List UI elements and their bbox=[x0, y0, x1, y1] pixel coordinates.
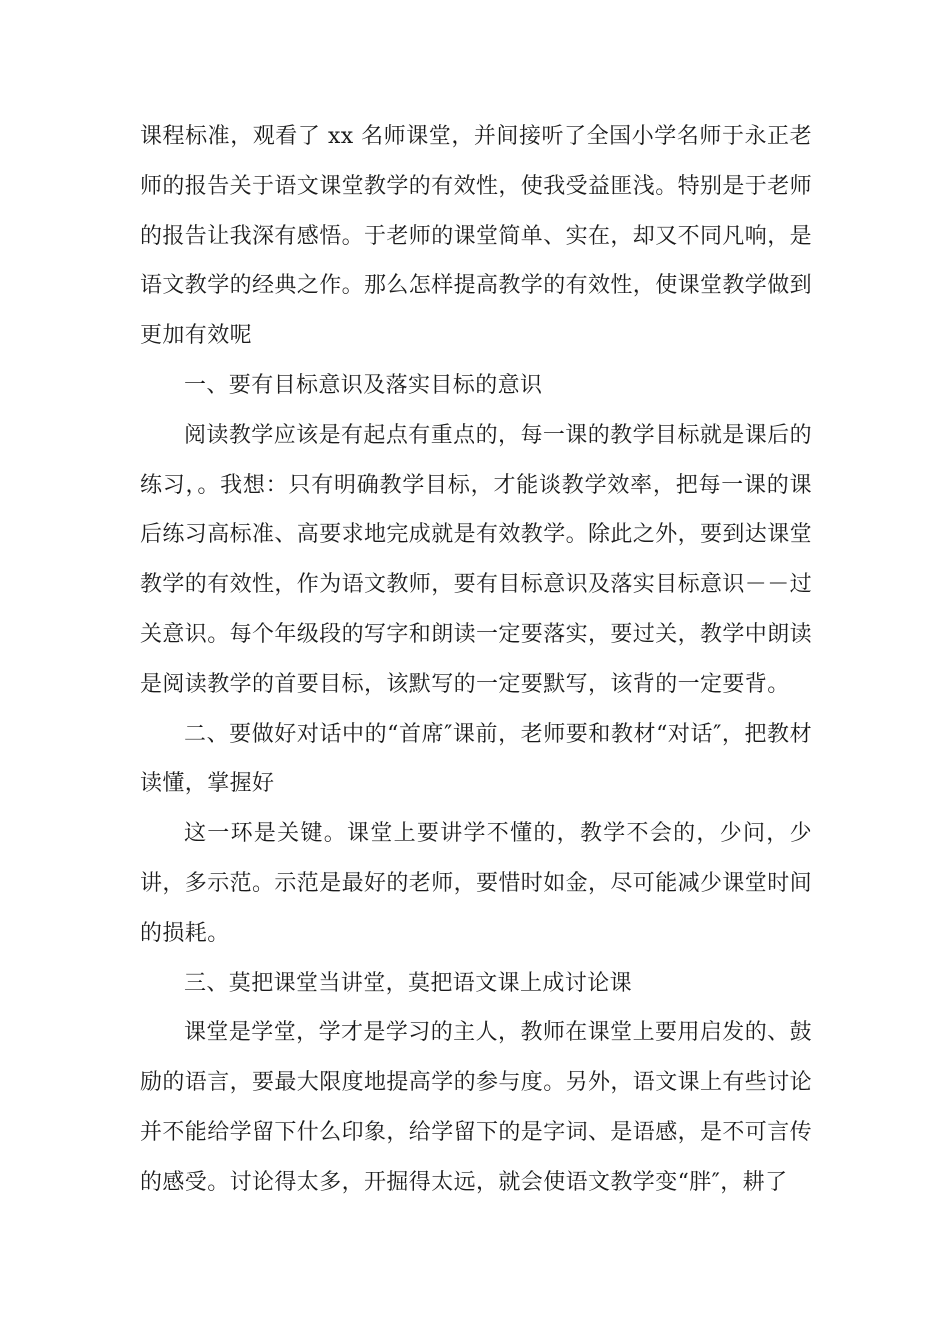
paragraph-intro: 课程标准，观看了 xx 名师课堂，并间接听了全国小学名师于永正老师的报告关于语文课堂教学的有效性，使我受益匪浅。特别是于老师的报告让我深有感悟。于老师的课堂简单、实在，却又不同凡响，是语文教学的经典之作。那么怎样提高教学的有效性，使课堂教学做到更加有效呢 bbox=[140, 124, 813, 349]
heading-section-2: 二、要做好对话中的“首席″课前，老师要和教材“对话″，把教材读懂，掌握好 bbox=[140, 721, 812, 797]
heading-section-1: 一、要有目标意识及落实目标的意识 bbox=[184, 372, 543, 398]
document-body bbox=[140, 112, 812, 1208]
paragraph-section-2: 这一环是关键。课堂上要讲学不懂的，教学不会的，少问，少讲，多示范。示范是最好的老师，要惜时如金，尽可能减少课堂时间的损耗。 bbox=[140, 821, 813, 946]
paragraph-section-3: 课堂是学堂，学才是学习的主人，教师在课堂上要用启发的、鼓励的语言，要最大限度地提高学的参与度。另外，语文课上有些讨论并不能给学留下什么印象，给学留下的是字词、是语感，是不可言传的感受。讨论得太多，开掘得太远，就会使语文教学变“胖″，耕了 bbox=[140, 1020, 813, 1195]
heading-section-3: 三、莫把课堂当讲堂，莫把语文课上成讨论课 bbox=[184, 970, 633, 996]
paragraph-section-1: 阅读教学应该是有起点有重点的，每一课的教学目标就是课后的练习，。我想：只有明确教学目标，才能谈教学效率，把每一课的课后练习高标准、高要求地完成就是有效教学。除此之外，要到达课堂教学的有效性，作为语文教师，要有目标意识及落实目标意识－－过关意识。每个年级段的写字和朗读一定要落实，要过关，教学中朗读是阅读教学的首要目标，该默写的一定要默写，该背的一定要背。 bbox=[140, 422, 813, 697]
